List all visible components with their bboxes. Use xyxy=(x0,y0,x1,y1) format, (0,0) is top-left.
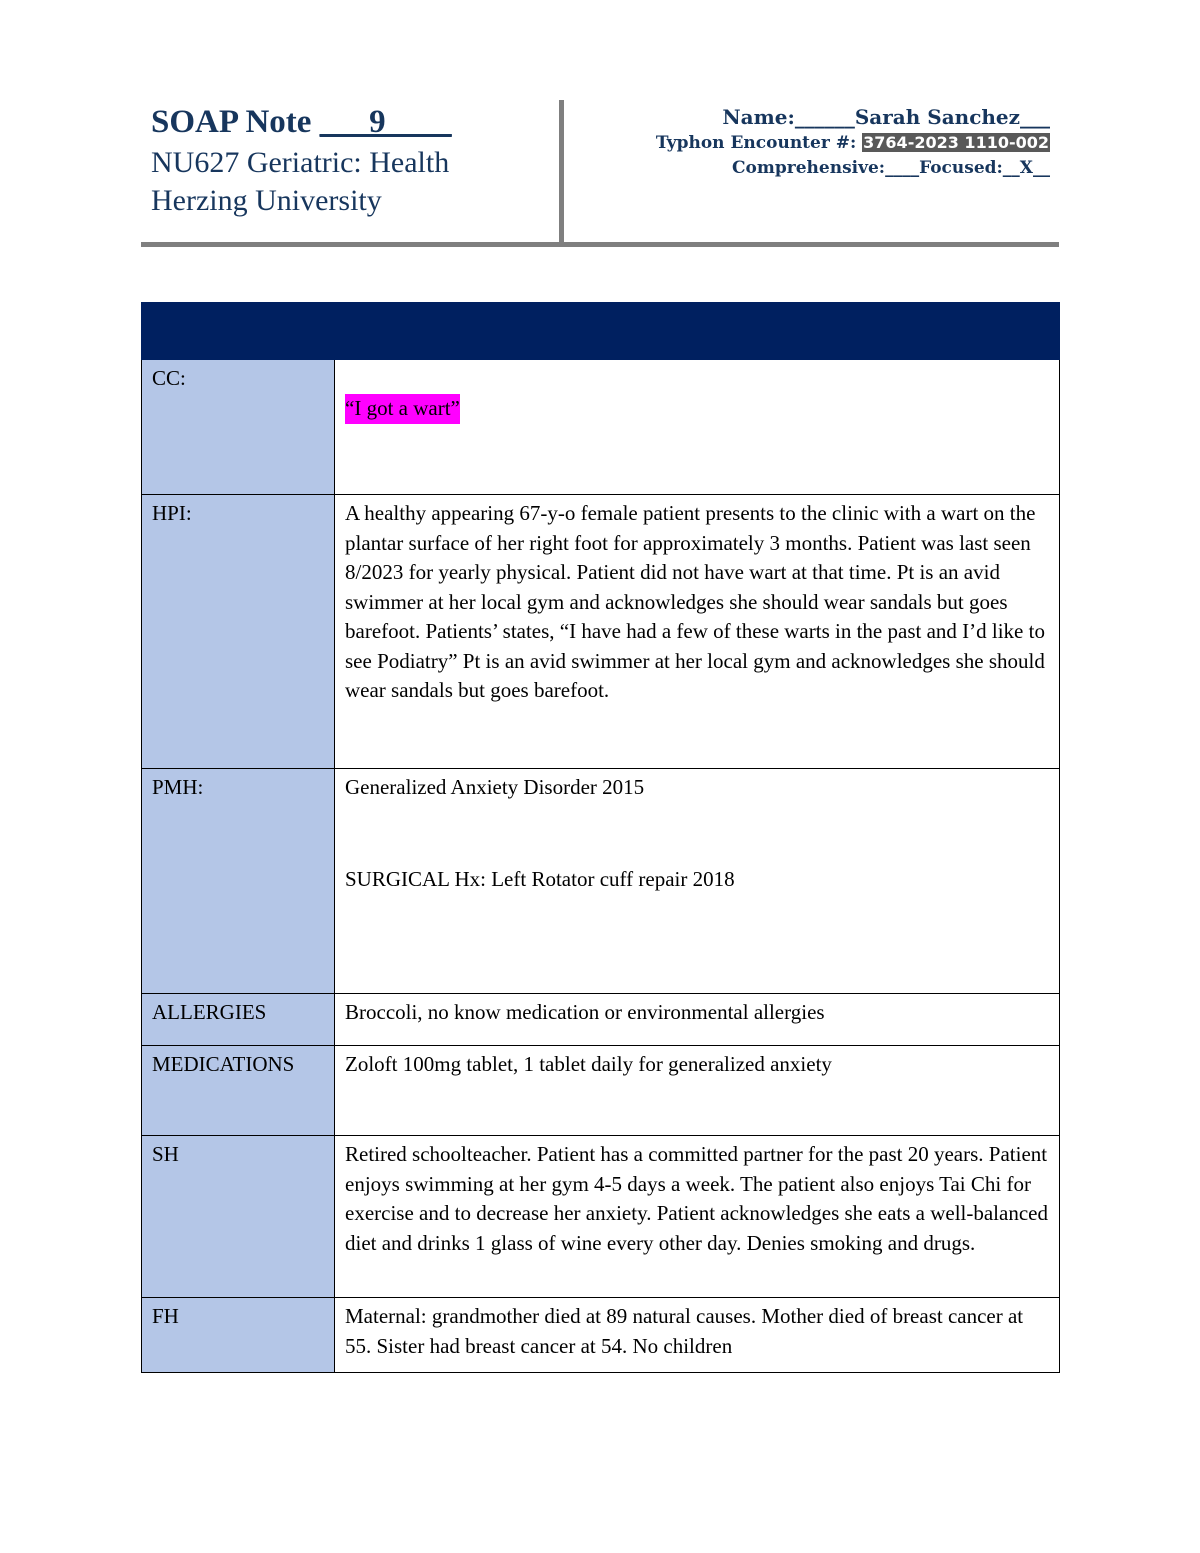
row-label: ALLERGIES xyxy=(142,994,335,1046)
header-vertical-divider xyxy=(559,100,564,244)
typhon-encounter-line xyxy=(600,130,1050,156)
table-row-sh xyxy=(142,1136,1060,1298)
note-number: ___9____ xyxy=(319,104,452,140)
row-label: PMH: xyxy=(142,769,335,994)
table-row-allergies xyxy=(142,994,1060,1046)
pmh-surgical: SURGICAL Hx: Left Rotator cuff repair 2018 xyxy=(345,866,735,891)
row-value-sh: Retired schoolteacher. Patient has a committed partner for the past 20 years. Patient enjoys swimming at her gym 4-5 days a week. The patient also enjoys Tai Chi for exercise and to decrease her anxiety. Patient acknowledges she eats a well-balanced diet and drinks 1 glass of wine every other day. Denies smoking and drugs. xyxy=(335,1136,1060,1298)
table-header-band xyxy=(142,303,1060,360)
row-label: SH xyxy=(142,1136,335,1298)
visit-type-line: Comprehensive:____Focused:__X__ xyxy=(732,158,1050,178)
pmh-medical: Generalized Anxiety Disorder 2015 xyxy=(345,775,645,799)
document-header-left xyxy=(151,100,551,220)
header-horizontal-divider xyxy=(141,242,1059,247)
typhon-label: Typhon Encounter #: xyxy=(655,133,863,153)
document-header-right xyxy=(600,104,1050,181)
row-value-allergies: Broccoli, no know medication or environmental allergies xyxy=(335,994,1060,1046)
row-value-pmh xyxy=(335,769,1060,994)
course-name: NU627 Geriatric: Health xyxy=(151,146,450,179)
row-value-cc xyxy=(335,360,1060,495)
table-row-pmh xyxy=(142,769,1060,994)
row-label: FH xyxy=(142,1298,335,1373)
student-name-line xyxy=(600,104,1050,130)
table-row-cc xyxy=(142,360,1060,495)
row-label: CC: xyxy=(142,360,335,495)
row-value-hpi: A healthy appearing 67-y-o female patient presents to the clinic with a wart on the plantar surface of her right foot for approximately 3 months. Patient was last seen 8/2023 for yearly physical. Patient did not have wart at that time. Pt is an avid swimmer at her local gym and acknowledges she should wear sandals but goes barefoot. Patients’ states, “I have had a few of these warts in the past and I’d like to see Podiatry” Pt is an avid swimmer at her local gym and acknowledges she should wear sandals but goes barefoot. xyxy=(335,495,1060,769)
row-label: HPI: xyxy=(142,495,335,769)
row-label: MEDICATIONS xyxy=(142,1046,335,1136)
name-label: Name:______ xyxy=(722,105,855,129)
header-band-cell xyxy=(142,303,1060,360)
row-value-medications: Zoloft 100mg tablet, 1 tablet daily for generalized anxiety xyxy=(335,1046,1060,1136)
chief-complaint: “I got a wart” xyxy=(345,394,460,424)
table-row-fh xyxy=(142,1298,1060,1373)
student-name: Sarah Sanchez___ xyxy=(854,105,1050,129)
table-row-hpi xyxy=(142,495,1060,769)
table-row-medications xyxy=(142,1046,1060,1136)
pmh-spacer xyxy=(345,803,1049,865)
document-title xyxy=(151,100,551,144)
university-name: Herzing University xyxy=(151,184,382,217)
typhon-encounter-number: 3764-2023 1110-002 xyxy=(863,133,1049,152)
soap-table xyxy=(141,302,1060,1373)
title-prefix: SOAP Note xyxy=(151,104,320,140)
row-value-fh: Maternal: grandmother died at 89 natural causes. Mother died of breast cancer at 55. Sister had breast cancer at 54. No children xyxy=(335,1298,1060,1373)
